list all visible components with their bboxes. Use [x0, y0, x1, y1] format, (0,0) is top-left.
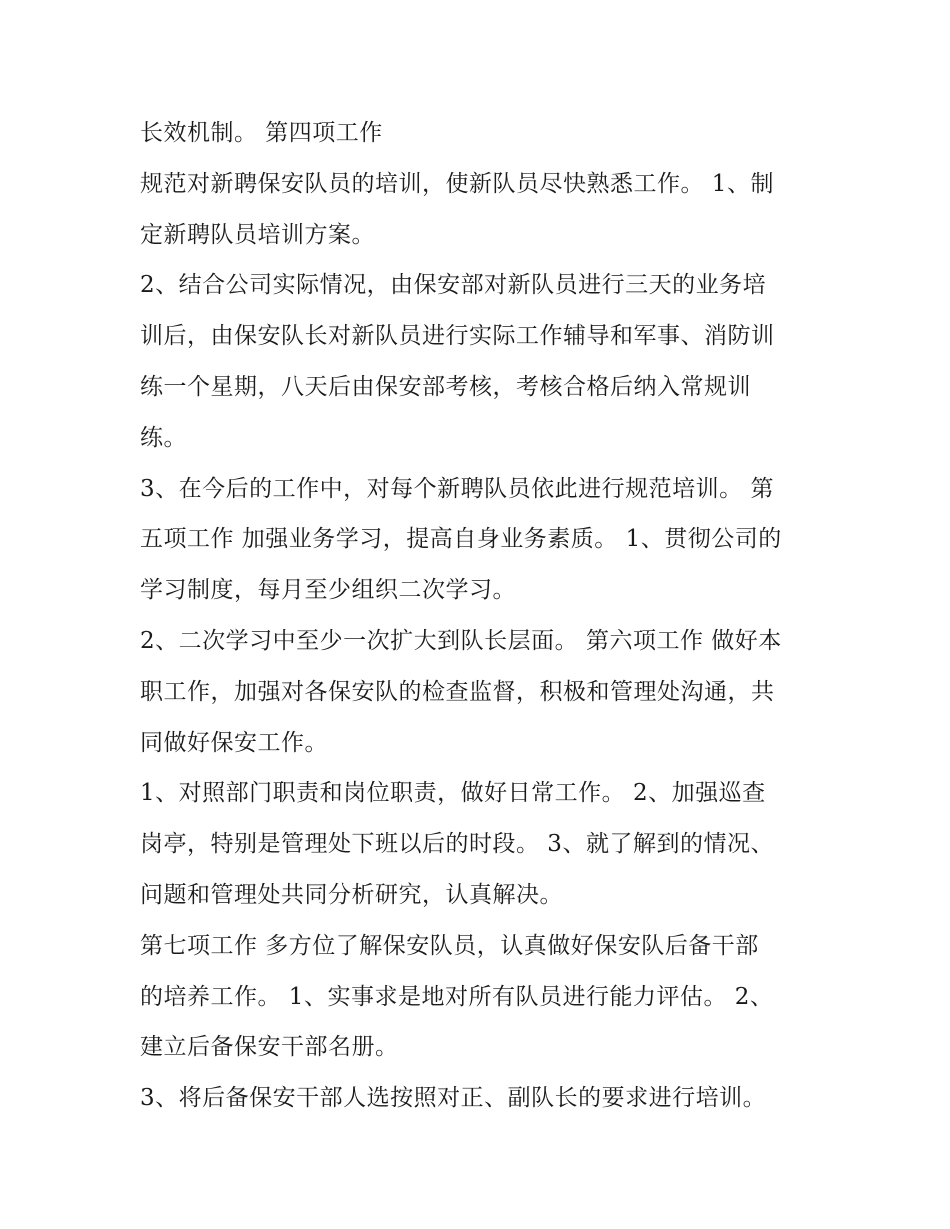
text-line: 练一个星期，八天后由保安部考核，考核合格后纳入常规训 — [140, 373, 751, 400]
text-line: 2、结合公司实际情况，由保安部对新队员进行三天的业务培 — [140, 272, 767, 299]
text-line: 训后，由保安队长对新队员进行实际工作辅导和军事、消防训 — [140, 323, 775, 350]
text-line: 岗亭，特别是管理处下班以后的时段。 3、就了解到的情况、 — [140, 831, 774, 858]
text-line: 问题和管理处共同分析研究，认真解决。 — [140, 881, 563, 908]
text-line: 3、将后备保安干部人选按照对正、副队长的要求进行培训。 — [140, 1085, 767, 1112]
document-body — [140, 108, 830, 1124]
text-line: 定新聘队员培训方案。 — [140, 221, 375, 248]
text-line: 学习制度，每月至少组织二次学习。 — [140, 577, 516, 604]
text-line: 1、对照部门职责和岗位职责，做好日常工作。 2、加强巡查 — [140, 780, 766, 807]
text-line: 建立后备保安干部名册。 — [140, 1034, 399, 1061]
text-line: 职工作，加强对各保安队的检查监督，积极和管理处沟通，共 — [140, 678, 775, 705]
text-line: 的培养工作。 1、实事求是地对所有队员进行能力评估。 2、 — [140, 983, 774, 1010]
text-line: 3、在今后的工作中，对每个新聘队员依此进行规范培训。 第 — [140, 475, 774, 502]
text-line: 同做好保安工作。 — [140, 729, 328, 756]
text-line: 练。 — [140, 424, 187, 451]
text-line: 2、二次学习中至少一次扩大到队长层面。 第六项工作 做好本 — [140, 627, 782, 654]
text-line: 第七项工作 多方位了解保安队员，认真做好保安队后备干部 — [140, 932, 759, 959]
text-line: 长效机制。 第四项工作 — [140, 120, 383, 146]
text-line: 规范对新聘保安队员的培训，使新队员尽快熟悉工作。 1、制 — [140, 170, 774, 197]
text-line: 五项工作 加强业务学习，提高自身业务素质。 1、贯彻公司的 — [140, 526, 782, 553]
